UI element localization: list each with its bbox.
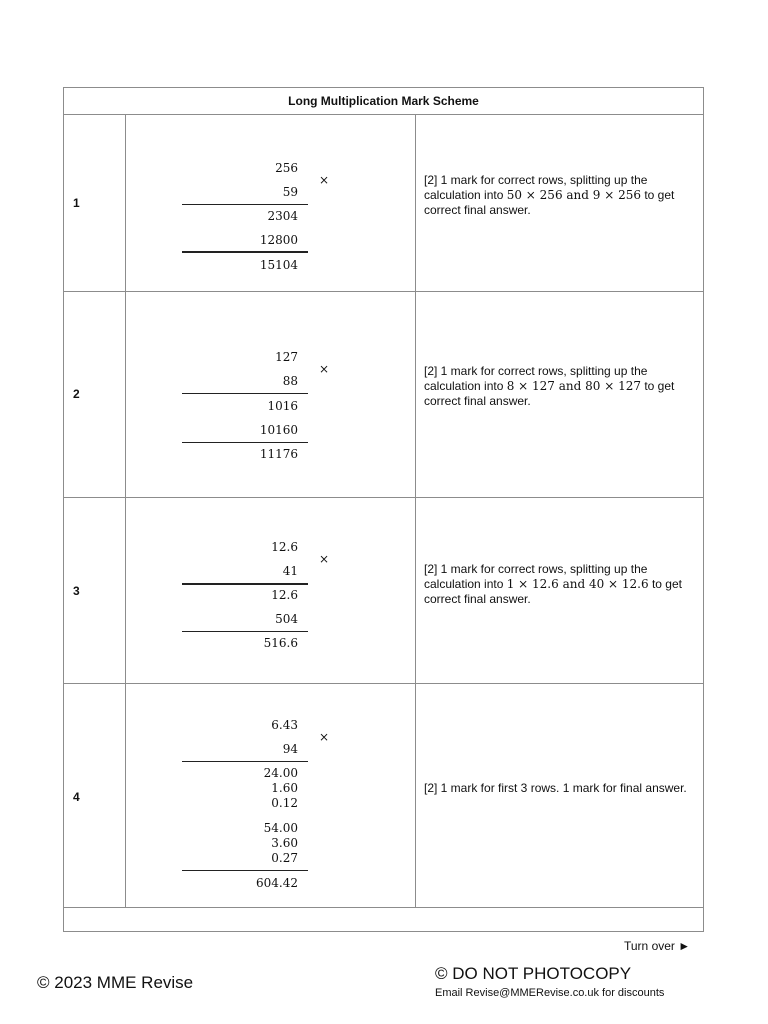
final-answer: 11176 (259, 447, 298, 461)
multiplier: 94 (282, 742, 298, 756)
multiplier: 41 (282, 564, 298, 578)
mark-note: [2] 1 mark for correct rows, splitting up the calculation into 50 × 256 and 9 × 256 to get correct final answer. (424, 173, 675, 217)
partial-product: 54.00 (263, 821, 298, 835)
partial-product: 2304 (267, 209, 298, 223)
question-number: 3 (73, 584, 80, 598)
do-not-photocopy-text: © DO NOT PHOTOCOPY (435, 964, 632, 983)
partial-product: 0.12 (271, 796, 298, 810)
multiplicand: 256 (275, 161, 298, 175)
rule (182, 761, 308, 762)
question-number: 4 (73, 790, 80, 804)
calculation (182, 292, 308, 498)
rule (182, 251, 308, 253)
multiplicand: 12.6 (271, 540, 298, 554)
final-answer: 15104 (259, 258, 298, 272)
calculation (182, 684, 308, 908)
partial-product: 12.6 (271, 588, 298, 602)
rule (182, 870, 308, 871)
rule (182, 583, 308, 585)
multiplier: 88 (282, 374, 298, 388)
calculation (182, 115, 308, 292)
question-row-1 (64, 115, 703, 292)
partial-product: 1.60 (271, 781, 298, 795)
turn-over-label: Turn over ► (624, 939, 691, 953)
mark-scheme-table (63, 87, 704, 932)
mark-note: [2] 1 mark for correct rows, splitting up the calculation into 1 × 12.6 and 40 × 12.6 to get correct final answer. (424, 562, 682, 606)
partial-product: 504 (275, 612, 298, 626)
table-title: Long Multiplication Mark Scheme (64, 88, 703, 115)
rule (182, 442, 308, 443)
question-number: 1 (73, 196, 80, 210)
rule (182, 393, 308, 394)
final-answer: 604.42 (256, 876, 298, 890)
rule (182, 631, 308, 632)
question-row-2 (64, 292, 703, 498)
multiplier: 59 (282, 185, 298, 199)
final-answer: 516.6 (263, 636, 298, 650)
mark-note: [2] 1 mark for correct rows, splitting up the calculation into 8 × 127 and 80 × 127 to get correct final answer. (424, 364, 675, 408)
multiplicand: 127 (275, 350, 298, 364)
calculation (182, 498, 308, 684)
times-icon: × (319, 173, 330, 187)
email-discount-text: Email Revise@MMERevise.co.uk for discounts (435, 987, 665, 999)
question-row-3 (64, 498, 703, 684)
question-number: 2 (73, 387, 80, 401)
copyright-text: © 2023 MME Revise (37, 973, 194, 992)
mark-note: [2] 1 mark for first 3 rows. 1 mark for final answer. (424, 781, 687, 795)
partial-product: 0.27 (271, 851, 298, 865)
partial-product: 10160 (259, 423, 298, 437)
partial-product: 24.00 (263, 766, 298, 780)
times-icon: × (319, 730, 330, 744)
rule (182, 204, 308, 205)
times-icon: × (319, 362, 330, 376)
partial-product: 3.60 (271, 836, 298, 850)
times-icon: × (319, 552, 330, 566)
multiplicand: 6.43 (271, 718, 298, 732)
partial-product: 12800 (259, 233, 298, 247)
partial-product: 1016 (267, 399, 298, 413)
question-row-4 (64, 684, 703, 908)
